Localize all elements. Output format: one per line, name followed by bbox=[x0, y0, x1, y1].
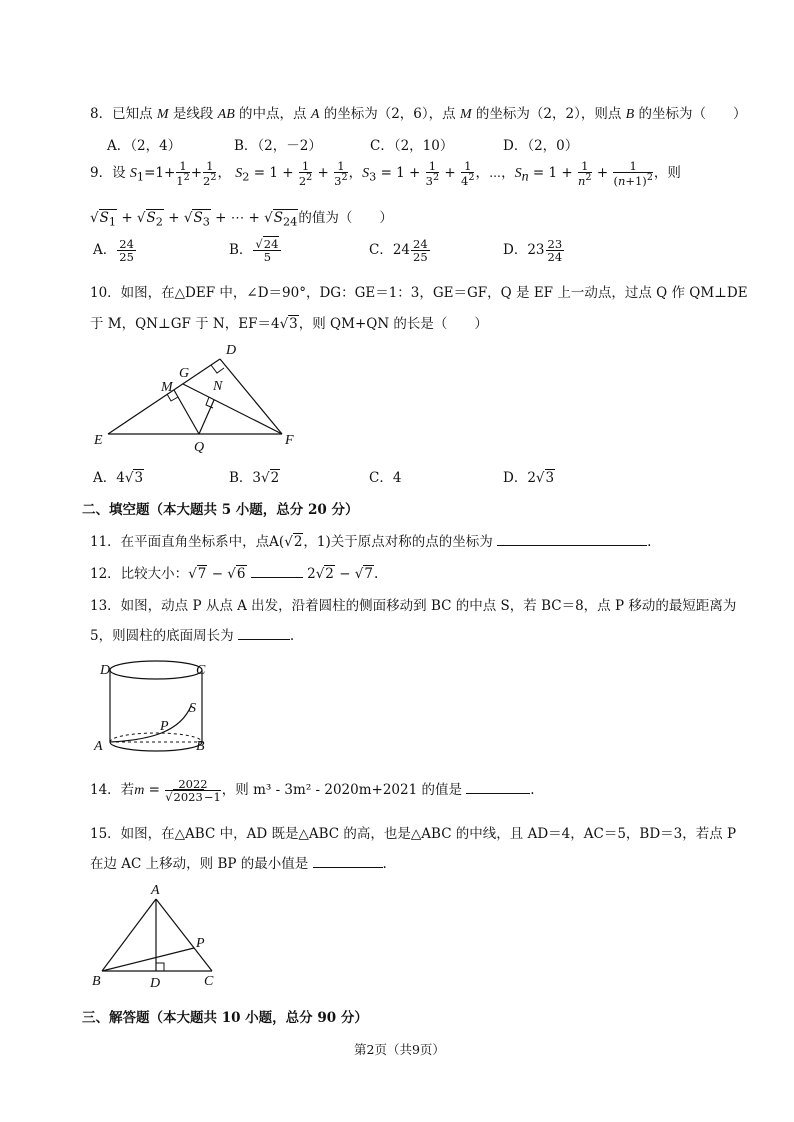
label-q: Q bbox=[194, 440, 205, 455]
segment-df bbox=[220, 359, 282, 434]
segment-bp bbox=[102, 948, 194, 971]
q15-stem-line2: 在边 AC 上移动，则 BP 的最小值是 . bbox=[90, 856, 387, 872]
cylinder-bottom-front bbox=[110, 742, 202, 751]
label-c: C bbox=[204, 974, 214, 989]
q8-option-a[interactable]: A．（2，4） bbox=[107, 138, 182, 154]
path-a-to-s bbox=[110, 706, 191, 742]
q14-stem: 14．若m = $\frac{2022}{√2023-1}$ ，则 m³ - 3m² - 2020m+2021 的值是 . bbox=[90, 777, 535, 805]
label-p: P bbox=[160, 719, 169, 734]
label-c: C bbox=[196, 663, 206, 678]
section-solution-title: 三、解答题（本大题共 10 小题，总分 90 分） bbox=[82, 1010, 368, 1026]
q13-stem-line1: 13．如图，动点 P 从点 A 出发，沿着圆柱的侧面移动到 BC 的中点 S，若 BC＝8，点 P 移动的最短距离为 bbox=[90, 598, 737, 614]
q10-option-c[interactable]: C．4 bbox=[369, 470, 402, 486]
q9-option-c[interactable]: C．24 $\frac{24}{25}$ bbox=[369, 237, 428, 265]
label-d: D bbox=[100, 663, 111, 678]
label-m: M bbox=[161, 380, 173, 395]
label-g: G bbox=[179, 366, 190, 381]
q14-answer-blank[interactable] bbox=[466, 793, 530, 794]
segment-ed bbox=[108, 359, 220, 434]
label-b: B bbox=[196, 739, 205, 754]
label-d: D bbox=[150, 976, 161, 990]
label-b: B bbox=[92, 974, 101, 989]
label-e: E bbox=[94, 433, 103, 448]
label-a: A bbox=[151, 883, 160, 898]
label-a: A bbox=[94, 739, 103, 754]
q10-stem-line2: 于 M，QN⊥GF 于 N，EF＝4√3，则 QM+QN 的长是（ ） bbox=[90, 316, 488, 332]
q8-option-b[interactable]: B．（2，－2） bbox=[234, 138, 322, 154]
q15-triangle-figure bbox=[88, 880, 228, 990]
q9-option-a[interactable]: A． $\frac{24}{25}$ bbox=[93, 237, 134, 265]
q10-stem-line1: 10．如图，在△DEF 中，∠D＝90°，DG：GE＝1：3，GE＝GF，Q 是 EF 上一动点，过点 Q 作 QM⊥DE bbox=[90, 285, 748, 301]
page-footer: 第2页（共9页） bbox=[354, 1042, 445, 1057]
q9-option-b[interactable]: B． $\frac{√24}{5}$ bbox=[229, 238, 282, 263]
q13-cylinder-figure bbox=[90, 652, 220, 760]
q8-option-d[interactable]: D．（2，0） bbox=[503, 138, 579, 154]
right-angle-d bbox=[156, 963, 164, 971]
q11-stem: 11．在平面直角坐标系中，点A(√2，1)关于原点对称的点的坐标为 . bbox=[90, 534, 652, 550]
q8-option-c[interactable]: C．（2，10） bbox=[370, 138, 454, 154]
label-d: D bbox=[226, 343, 237, 358]
q9-sum-expression: $√S_1 + √S_2 + √S_3$ + ⋯ + $√S_{24}$的值为（ ） bbox=[90, 210, 393, 229]
cylinder-top-ellipse bbox=[110, 661, 202, 679]
q13-answer-blank[interactable] bbox=[238, 639, 290, 640]
label-p: P bbox=[196, 936, 205, 951]
q9-option-d[interactable]: D．23 $\frac{23}{24}$ bbox=[503, 237, 563, 265]
right-angle-d bbox=[211, 365, 224, 373]
section-fill-in-title: 二、填空题（本大题共 5 小题，总分 20 分） bbox=[82, 502, 359, 518]
label-n: N bbox=[213, 379, 223, 394]
q10-option-d[interactable]: D．2√3 bbox=[503, 470, 555, 486]
segment-gf bbox=[183, 384, 282, 434]
q8-stem: 8．已知点 M 是线段 AB 的中点，点 A 的坐标为（2，6），点 M 的坐标为（2，2），则点 B 的坐标为（ ） bbox=[90, 106, 747, 122]
segment-ab bbox=[102, 899, 156, 971]
q9-stem: 9．设 $S_1=1+$ $\frac{1}{1^2}$ + $\frac{1}{2^2}$ ， $S_2 = 1$ + $\frac{1}{2^2}$ + $\frac{1}{3^2}$ ，$S_3 = 1$ + $\frac{1}{3^2}$ + $\frac{1}{4^2}$ ，⋯，$S_n = 1$ + $\frac{1}{n^2}$ + $\frac{1}{(n+1)^2}$ ，则 bbox=[90, 159, 681, 188]
q11-answer-blank[interactable] bbox=[497, 545, 647, 546]
q12-answer-blank[interactable] bbox=[251, 577, 303, 578]
q10-triangle-figure bbox=[90, 335, 310, 455]
q12-stem: 12．比较大小：√7 − √6 2√2 − √7. bbox=[90, 566, 379, 582]
q10-option-a[interactable]: A．4√3 bbox=[93, 470, 144, 486]
segment-ac bbox=[156, 899, 212, 971]
q15-answer-blank[interactable] bbox=[313, 867, 383, 868]
q15-stem-line1: 15．如图，在△ABC 中，AD 既是△ABC 的高，也是△ABC 的中线，且 AD＝4，AC＝5，BD＝3，若点 P bbox=[90, 826, 737, 842]
q10-option-b[interactable]: B．3√2 bbox=[229, 470, 280, 486]
label-f: F bbox=[285, 433, 294, 448]
label-s: S bbox=[189, 701, 196, 716]
q13-stem-line2: 5，则圆柱的底面周长为 . bbox=[90, 628, 295, 644]
